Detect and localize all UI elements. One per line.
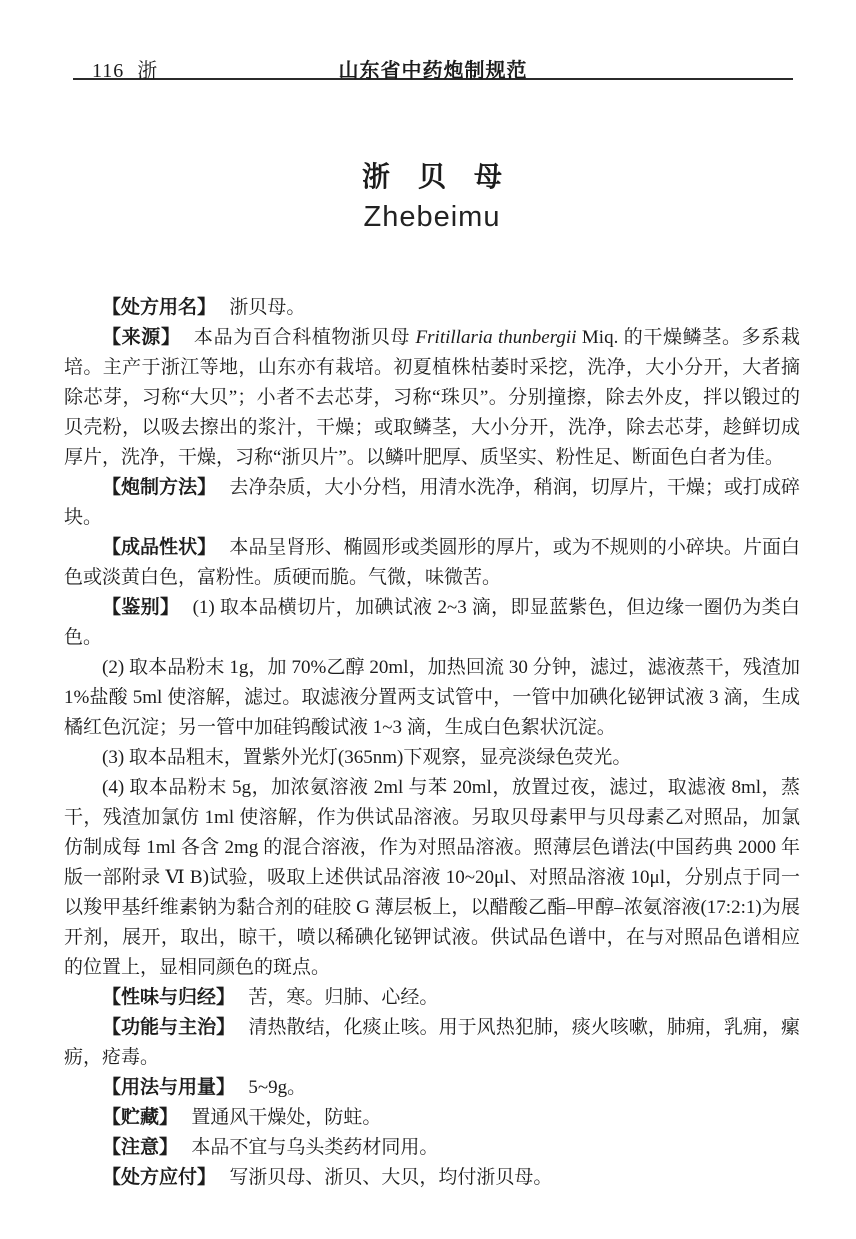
paragraph <box>64 593 800 653</box>
body-text: 写浙贝母、浙贝、大贝，均付浙贝母。 <box>229 1167 553 1188</box>
paragraph <box>64 323 800 473</box>
section-label: 【炮制方法】 <box>102 477 217 498</box>
section-label: 【贮藏】 <box>102 1107 179 1128</box>
page-marker: 浙 <box>137 60 159 82</box>
paragraph <box>64 1163 800 1193</box>
paragraph <box>64 1103 800 1133</box>
body-text: 本品呈肾形、椭圆形或类圆形的厚片，或为不规则的小碎块。片面白色或淡黄白色，富粉性。质硬而脆。气微，味微苦。 <box>64 537 800 588</box>
paragraph <box>64 533 800 593</box>
section-label: 【用法与用量】 <box>102 1077 236 1098</box>
body-text: (4) 取本品粉末 5g，加浓氨溶液 2ml 与苯 20ml，放置过夜，滤过，取滤液 8ml，蒸干，残渣加氯仿 1ml 使溶解，作为供试品溶液。另取贝母素甲与贝母素乙对照品，加氯仿制成每 1ml 各含 2mg 的混合溶液，作为对照品溶液。照薄层色谱法(中国药典 2000 年版一部附录 Ⅵ B)试验，吸取上述供试品溶液 10~20μl、对照品溶液 10μl，分别点于同一以羧甲基纤维素钠为黏合剂的硅胶 G 薄层板上，以醋酸乙酯–甲醇–浓氨溶液(17:2:1)为展开剂，展开，取出，晾干，喷以稀碘化铋钾试液。供试品色谱中，在与对照品色谱相应的位置上，显相同颜色的斑点。 <box>64 777 800 978</box>
body-text: (1) 取本品横切片，加碘试液 2~3 滴，即显蓝紫色，但边缘一圈仍为类白色。 <box>64 597 800 648</box>
body-text: Miq. 的干燥鳞茎。多系栽培。主产于浙江等地，山东亦有栽培。初夏植株枯萎时采挖，洗净，大小分开，大者摘除芯芽，习称“大贝”；小者不去芯芽，习称“珠贝”。分别撞擦，除去外皮，拌以锻过的贝壳粉，以吸去擦出的浆汁，干燥；或取鳞茎，大小分开，洗净，除去芯芽，趁鲜切成厚片，洗净，干燥，习称“浙贝片”。以鳞叶肥厚、质坚实、粉性足、断面色白者为佳。 <box>64 327 800 468</box>
latin-name-italic: Fritillaria thunbergii <box>415 327 577 348</box>
body-text: 本品不宜与乌头类药材同用。 <box>191 1137 439 1158</box>
paragraph <box>64 743 800 773</box>
document-body <box>64 293 800 1193</box>
body-text: 置通风干燥处，防蛀。 <box>191 1107 382 1128</box>
page-number: 116 <box>92 60 125 82</box>
paragraph <box>64 653 800 743</box>
article-title: 浙 贝 母 <box>361 161 502 192</box>
paragraph <box>64 1073 800 1103</box>
section-label: 【鉴别】 <box>102 597 180 618</box>
article-pinyin: Zhebeimu <box>363 201 501 233</box>
section-label: 【成品性状】 <box>102 537 217 558</box>
body-text: (2) 取本品粉末 1g，加 70%乙醇 20ml，加热回流 30 分钟，滤过，滤液蒸干，残渣加 1%盐酸 5ml 使溶解，滤过。取滤液分置两支试管中，一管中加碘化铋钾试液 3 滴，生成橘红色沉淀；另一管中加硅钨酸试液 1~3 滴，生成白色絮状沉淀。 <box>64 657 800 738</box>
body-text: 本品为百合科植物浙贝母 <box>193 327 416 348</box>
section-label: 【处方用名】 <box>102 297 217 318</box>
paragraph <box>64 983 800 1013</box>
paragraph <box>64 1013 800 1073</box>
body-text: 去净杂质，大小分档，用清水洗净，稍润，切厚片，干燥；或打成碎块。 <box>64 477 800 528</box>
section-label: 【处方应付】 <box>102 1167 217 1188</box>
title-block <box>64 160 800 233</box>
paragraph <box>64 1133 800 1163</box>
body-text: 苦，寒。归肺、心经。 <box>248 987 439 1008</box>
paragraph <box>64 773 800 983</box>
paragraph <box>64 473 800 533</box>
body-text: 浙贝母。 <box>229 297 306 318</box>
body-text: (3) 取本品粗末，置紫外光灯(365nm)下观察，显亮淡绿色荧光。 <box>102 747 632 768</box>
body-text: 5~9g。 <box>248 1077 307 1098</box>
book-title: 山东省中药炮制规范 <box>338 60 528 82</box>
section-label: 【性味与归经】 <box>102 987 236 1008</box>
section-label: 【来源】 <box>102 327 181 348</box>
paragraph <box>64 293 800 323</box>
body-text: 清热散结，化痰止咳。用于风热犯肺，痰火咳嗽，肺痈，乳痈，瘰疬，疮毒。 <box>64 1017 800 1068</box>
section-label: 【注意】 <box>102 1137 179 1158</box>
running-header <box>73 54 793 80</box>
section-label: 【功能与主治】 <box>102 1017 236 1038</box>
